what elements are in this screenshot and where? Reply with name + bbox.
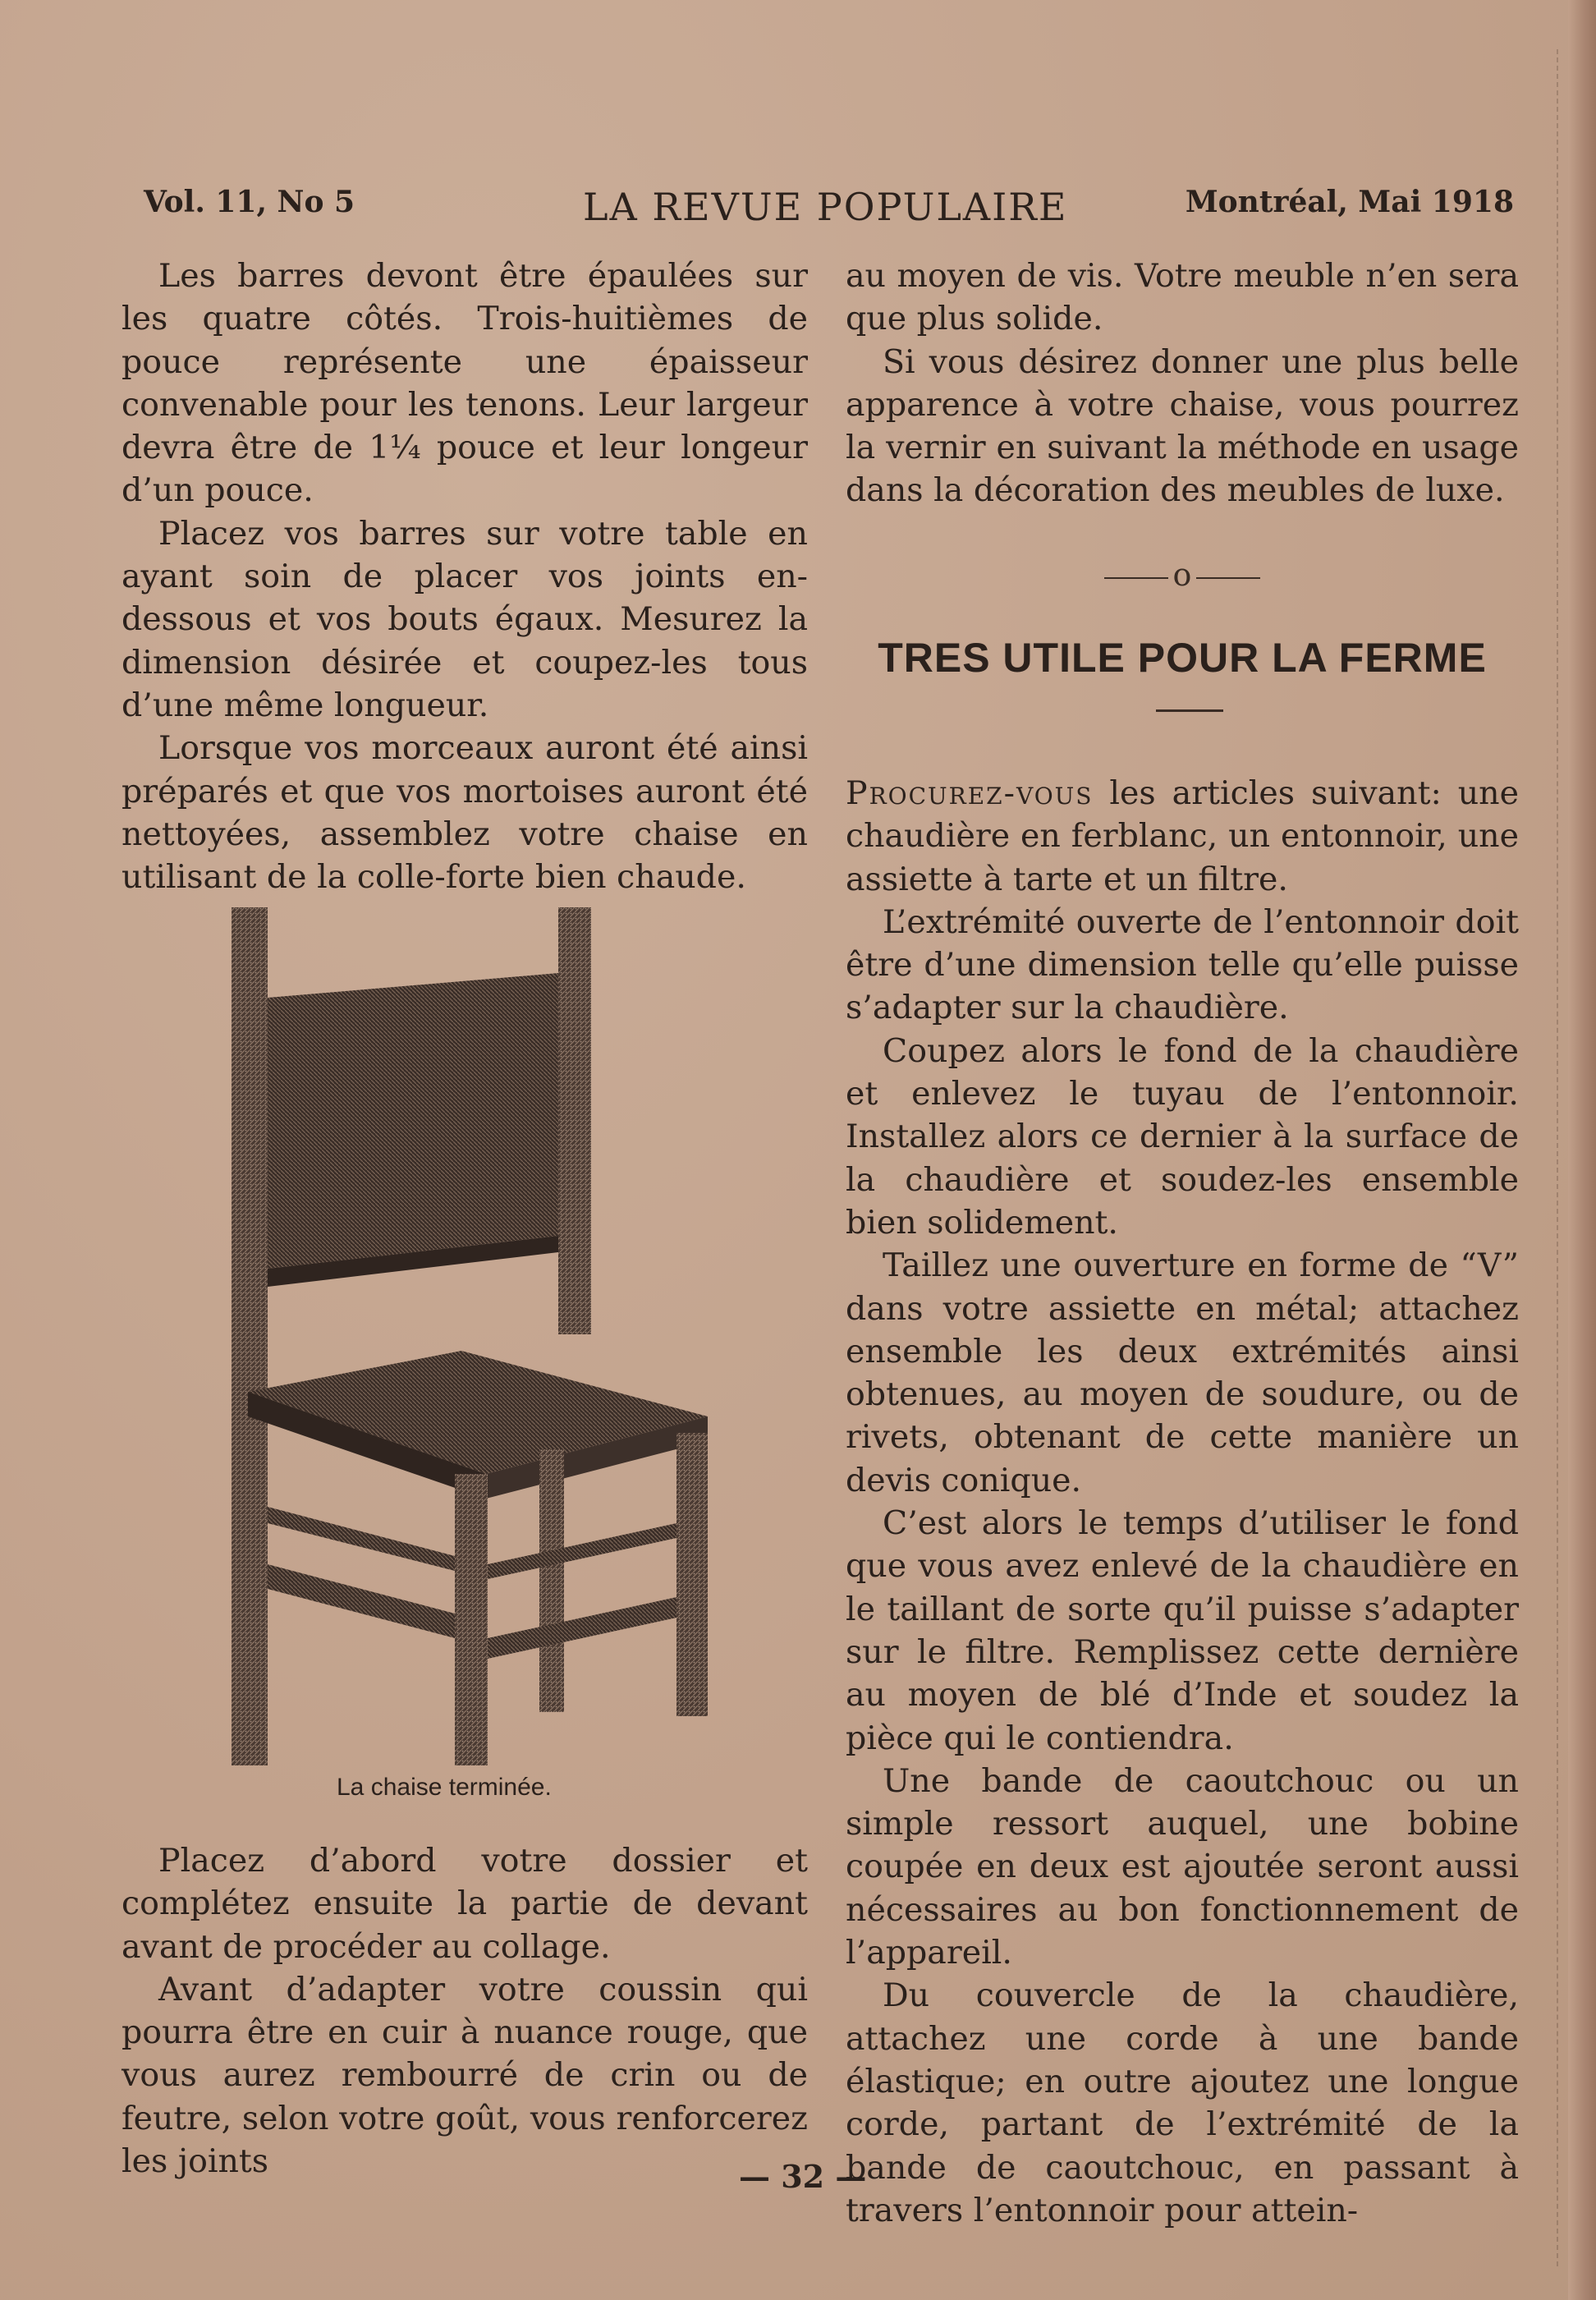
title-rule — [1156, 709, 1223, 712]
paragraph: Lorsque vos morceaux auront été ainsi préparés et que vos mortoises auront été nettoyées, assemblez votre chaise en utilisant de la colle-forte bien chaude. — [122, 729, 808, 897]
paragraph: Du couvercle de la chaudière, attachez une corde à une bande élastique; en outre ajoutez une longue corde, partant de l’extrémité de la bande de caoutchouc, en passant à travers l’entonnoir pour attein- — [846, 1976, 1519, 2229]
paragraph: au moyen de vis. Votre meuble n’en sera que plus solide. — [846, 257, 1519, 338]
paragraph: Placez d’abord votre dossier et complétez ensuite la partie de devant avant de procéder au collage. — [122, 1842, 808, 1966]
right-column-article — [846, 772, 1519, 2232]
page-edge — [1568, 0, 1596, 2300]
lead-word: Procurez-vous — [846, 774, 1094, 812]
header-title: LA REVUE POPULAIRE — [583, 185, 1068, 229]
paragraph: Les barres devont être épaulées sur les quatre côtés. Trois-huitièmes de pouce représente une épaisseur convenable pour les tenons. Leur largeur devra être de 1¼ pouce et leur longeur d’un pouce. — [122, 257, 808, 510]
paragraph: Si vous désirez donner une plus belle apparence à votre chaise, vous pourrez la vernir en suivant la méthode en usage dans la décoration des meubles de luxe. — [846, 342, 1519, 510]
chair-illustration — [215, 907, 726, 1765]
paragraph: Coupez alors le fond de la chaudière et enlevez le tuyau de l’entonnoir. Installez alors ce dernier à la surface de la chaudière et soudez-les ensemble bien solidement. — [846, 1031, 1519, 1242]
left-column-top — [122, 255, 808, 898]
figure-caption: La chaise terminée. — [337, 1774, 552, 1801]
left-column-bottom — [122, 1839, 808, 2183]
paragraph: Une bande de caoutchouc ou un simple ressort auquel, une bobine coupée en deux est ajoutée seront aussi nécessaires au bon fonctionnement de l’appareil. — [846, 1761, 1519, 1972]
right-column-top — [846, 255, 1519, 512]
page-number: — 32 — — [739, 2158, 867, 2195]
paragraph: Placez vos barres sur votre table en ayant soin de placer vos joints en-dessous et vos bouts égaux. Mesurez la dimension désirée et coupez-les tous d’une même longueur. — [122, 514, 808, 724]
header-volume: Vol. 11, No 5 — [144, 185, 355, 219]
lead-paragraph: Procurez-vous les articles suivant: une chaudière en ferblanc, un entonnoir, une assiette à tarte et un filtre. — [846, 774, 1519, 898]
header-date: Montréal, Mai 1918 — [1185, 185, 1514, 219]
article-title: TRES UTILE POUR LA FERME — [878, 635, 1487, 681]
page-fold-line — [1557, 49, 1558, 2266]
section-separator: o — [1092, 557, 1273, 593]
paragraph: Taillez une ouverture en forme de “V” dans votre assiette en métal; attachez ensemble les deux extrémités ainsi obtenues, au moyen de soudure, ou de rivets, obtenant de cette manière un devis conique. — [846, 1246, 1519, 1499]
paragraph: Avant d’adapter votre coussin qui pourra être en cuir à nuance rouge, que vous aurez rembourré de crin ou de feutre, selon votre goût, vous renforcerez les joints — [122, 1970, 808, 2181]
paragraph: C’est alors le temps d’utiliser le fond que vous avez enlevé de la chaudière en le taillant de sorte qu’il puisse s’adapter sur le filtre. Remplissez cette dernière au moyen de blé d’Inde et soudez la pièce qui le contiendra. — [846, 1504, 1519, 1757]
paragraph: L’extrémité ouverte de l’entonnoir doit être d’une dimension telle qu’elle puisse s’adapter sur la chaudière. — [846, 902, 1519, 1027]
